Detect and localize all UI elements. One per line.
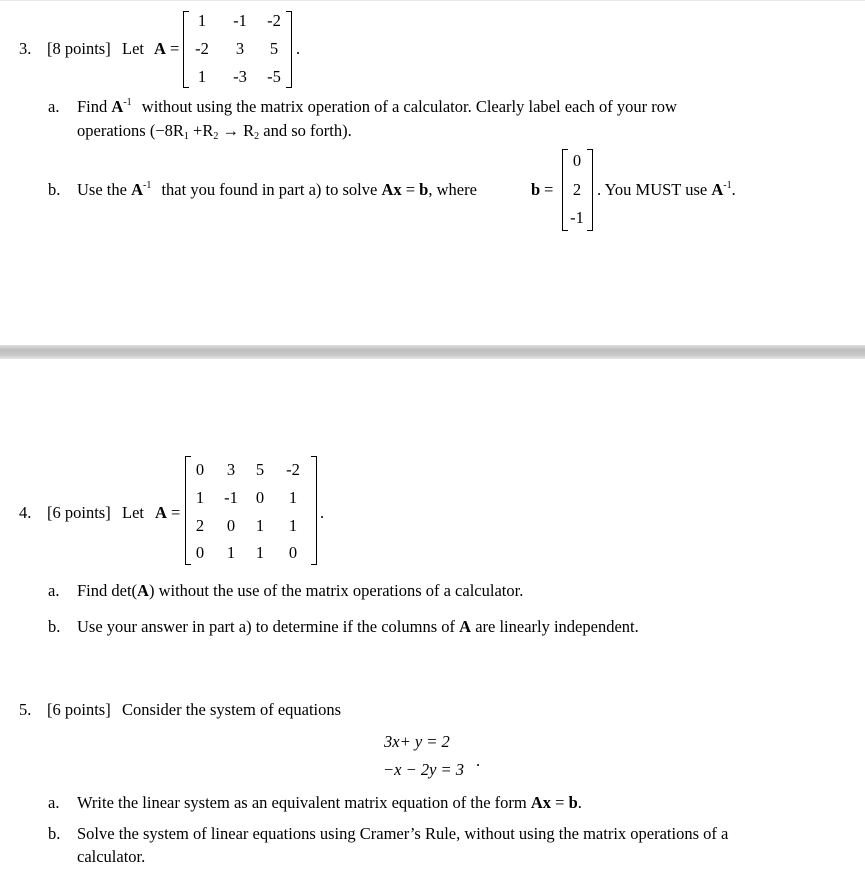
matrix-cell: 1 [288,516,298,535]
q4-period: . [320,503,325,522]
q4a-text: Find det( [77,581,138,600]
q4-equals: = [171,503,181,522]
q3a-inverse: -1 [123,97,132,108]
q4b-text: are linearly independent. [475,617,639,636]
q3a-sub: 2 [254,131,260,142]
q3a-text: operations (−8R [77,121,184,140]
q3-let: Let [122,39,144,58]
matrix-cell: 1 [255,516,265,535]
matrix-cell: -3 [233,67,247,86]
q5-intro: Consider the system of equations [122,700,342,719]
matrix-cell: -2 [267,11,281,30]
q5a-eq-lhs: Ax [530,793,552,812]
q5a-eq-rhs: b [568,793,578,812]
matrix-cell: 1 [226,543,236,562]
q4-points: [6 points] [47,503,111,522]
q3-left-bracket [183,11,189,88]
matrix-cell: -1 [224,488,238,507]
q4a-text: ) without the use of the matrix operations of a calculator. [148,581,524,600]
q3b-text: , where [428,180,477,199]
q4-matrix-name: A [155,503,167,522]
matrix-cell: 5 [255,460,265,479]
matrix-cell: 0 [195,543,205,562]
matrix-cell: -5 [267,67,281,86]
q4-number: 4. [19,503,32,522]
q3b-line [77,182,477,199]
q4a-letter: a. [48,581,60,600]
q4-right-bracket [311,456,317,565]
matrix-cell: 2 [195,516,205,535]
q5a-period: . [577,793,582,812]
matrix-cell: 0 [255,488,265,507]
vector-cell: 0 [572,151,582,170]
q3-period: . [296,39,301,58]
q3a-text: → R [218,121,255,140]
q5b-line1: Solve the system of linear equations using Cramer’s Rule, without using the matrix operations of a [77,824,729,843]
matrix-cell: 1 [255,543,265,562]
vector-cell: -1 [570,208,584,227]
q3b-letter: b. [48,180,61,199]
q4b-text: Use your answer in part a) to determine if the columns of [77,617,456,636]
q3a-letter: a. [48,97,60,116]
q3b-text: . You MUST use [597,180,708,199]
q5a-eq-mid: = [551,793,569,812]
q5a-line [77,795,582,812]
q3b-line-end [597,182,736,199]
q3-number: 3. [19,39,32,58]
q3b-matrix-symbol: A [131,180,143,199]
matrix-cell: 0 [288,543,298,562]
q3-equals: = [170,39,180,58]
q3b-period: . [731,180,736,199]
q5b-line2: calculator. [77,847,146,866]
top-border [0,0,865,1]
q3b-equals: = [544,180,554,199]
q4a-line [77,583,523,600]
q3b-text: Use the [77,180,127,199]
q3-points: [8 points] [47,39,111,58]
matrix-cell: -2 [286,460,300,479]
q5-points: [6 points] [47,700,111,719]
q5b-letter: b. [48,824,61,843]
q3b-inverse: -1 [723,180,732,191]
q5-equation-dot: . [476,751,481,770]
q3a-text: +R [188,121,214,140]
q5-number: 5. [19,700,32,719]
q3b-matrix-symbol: A [711,180,724,199]
matrix-cell: 3 [235,39,245,58]
matrix-cell: 3 [226,460,236,479]
q3b-eq-lhs: Ax [381,180,402,199]
matrix-cell: -2 [195,39,209,58]
matrix-cell: 1 [195,488,205,507]
q5-equation-1: 3x+ y = 2 [384,732,450,751]
q3b-inverse: -1 [143,180,152,191]
matrix-cell: 1 [197,11,207,30]
q5a-letter: a. [48,793,60,812]
q5a-text: Write the linear system as an equivalent matrix equation of the form [77,793,527,812]
q3-matrix-name: A [154,39,166,58]
q3a-text: Find [77,97,108,116]
q4b-line [77,619,639,636]
q3a-line2 [77,123,352,140]
q3a-line1 [77,99,677,116]
q4a-matrix-symbol: A [137,581,149,600]
matrix-cell: 0 [226,516,236,535]
page-separator [0,345,865,359]
q3b-eq-mid: = [401,180,420,199]
q3b-text: that you found in part a) to solve [161,180,378,199]
matrix-cell: 1 [288,488,298,507]
q3a-text: without using the matrix operation of a calculator. Clearly label each of your row [141,97,677,116]
matrix-cell: 1 [197,67,207,86]
q3b-vector-name: b [531,180,541,199]
q3a-matrix-symbol: A [111,97,124,116]
q3a-sub: 2 [213,131,219,142]
q4b-letter: b. [48,617,61,636]
q4b-matrix-symbol: A [459,617,472,636]
q3a-sub: 1 [183,131,189,142]
q5-equation-2: −x − 2y = 3 [383,760,465,779]
matrix-cell: 0 [195,460,205,479]
q3b-eq-rhs: b [419,180,429,199]
matrix-cell: -1 [233,11,247,30]
q4-let: Let [122,503,144,522]
vector-cell: 2 [572,180,582,199]
matrix-cell: 5 [269,39,279,58]
q3a-text: and so forth). [259,121,352,140]
